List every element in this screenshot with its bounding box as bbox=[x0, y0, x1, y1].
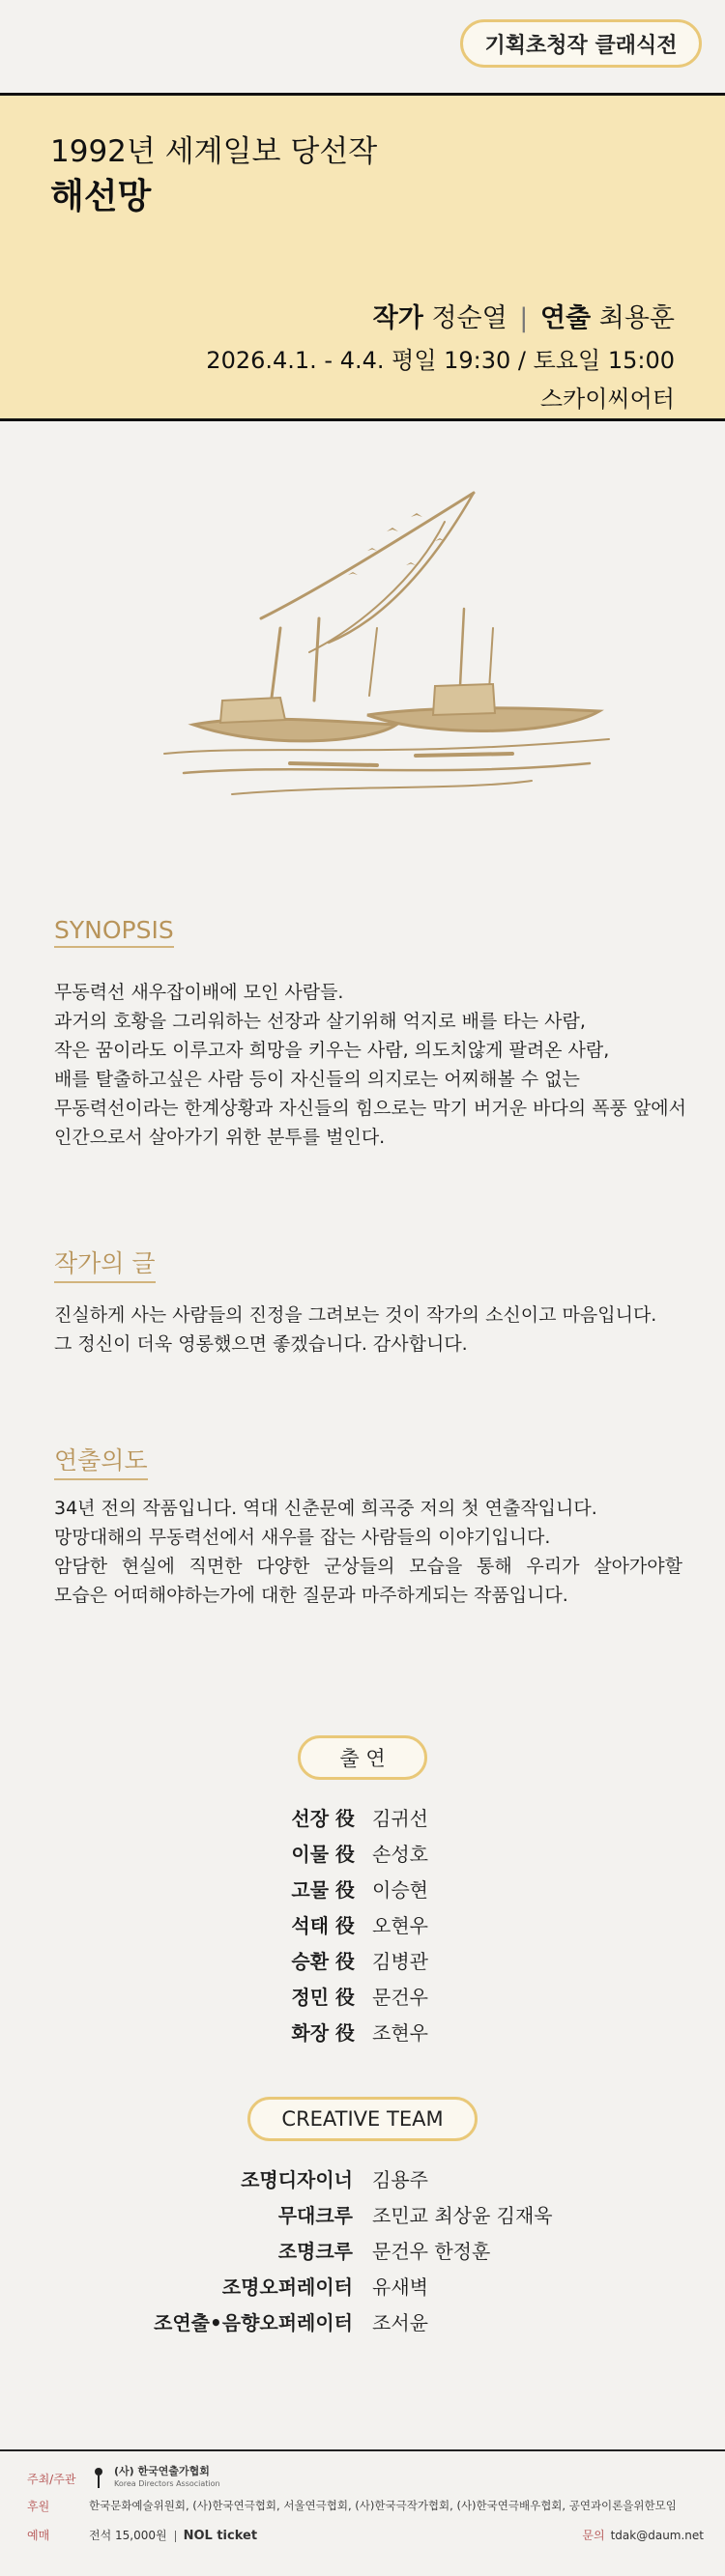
writer-note-heading: 작가의 글 bbox=[54, 1245, 156, 1283]
play-title: 해선망 bbox=[50, 177, 152, 216]
synopsis-line: 작은 꿈이라도 이루고자 희망을 키우는 사람, 의도치않게 팔려온 사람, bbox=[54, 1040, 610, 1061]
wave-3 bbox=[232, 781, 532, 794]
cast-role: 선장 役 bbox=[291, 1807, 355, 1830]
sponsor-list: 한국문화예술위원회, (사)한국연극협회, 서울연극협회, (사)한국극작가협회, (사)한국연극배우협회, 공연과이론을위한모임 bbox=[89, 2499, 677, 2512]
cast-name: 이승현 bbox=[372, 1878, 428, 1902]
cast-role: 승환 役 bbox=[291, 1950, 355, 1973]
cast-role: 화장 役 bbox=[291, 2021, 355, 2045]
writer-label: 작가 bbox=[372, 303, 423, 333]
synopsis-text bbox=[54, 978, 686, 1152]
director-note-line: 암담한 현실에 직면한 다양한 군상들의 모습을 통해 우리가 살아가야할 bbox=[54, 1556, 682, 1577]
team-role: 조명크루 bbox=[277, 2240, 353, 2263]
cast-role: 이물 役 bbox=[291, 1843, 355, 1866]
cast-heading: 출 연 bbox=[298, 1735, 427, 1780]
creative-team-heading: CREATIVE TEAM bbox=[247, 2097, 478, 2141]
synopsis-line: 인간으로서 살아가기 위한 분투를 벌인다. bbox=[54, 1127, 386, 1148]
host-org-en: Korea Directors Association bbox=[114, 2479, 220, 2488]
cast-name: 오현우 bbox=[372, 1914, 428, 1937]
ticket-price: 전석 15,000원 bbox=[89, 2529, 167, 2542]
credits-line bbox=[373, 297, 675, 334]
director-name: 최용훈 bbox=[598, 303, 675, 333]
synopsis-line: 과거의 호황을 그리워하는 선장과 살기위해 억지로 배를 타는 사람, bbox=[54, 1011, 586, 1032]
cabin-left bbox=[220, 698, 285, 723]
play-subtitle: 1992년 세계일보 당선작 bbox=[50, 134, 378, 169]
team-role: 조명오퍼레이터 bbox=[221, 2275, 353, 2299]
mast-1 bbox=[271, 628, 280, 705]
cabin-right bbox=[433, 684, 495, 715]
contact-info bbox=[582, 2527, 704, 2543]
cast-name: 손성호 bbox=[372, 1843, 428, 1866]
ticket-brand-link[interactable]: NOL ticket bbox=[183, 2529, 258, 2543]
team-name: 조서윤 bbox=[372, 2311, 428, 2334]
contact-email[interactable]: tdak@daum.net bbox=[610, 2529, 704, 2542]
writer-note-line: 진실하게 사는 사람들의 진정을 그려보는 것이 작가의 소신이고 마음입니다. bbox=[54, 1304, 657, 1326]
sail-line-1 bbox=[261, 493, 474, 618]
director-association-icon bbox=[89, 2466, 108, 2489]
team-row bbox=[0, 2307, 725, 2343]
team-row bbox=[0, 2200, 725, 2236]
cast-role: 석태 役 bbox=[291, 1914, 355, 1937]
cast-row bbox=[0, 1803, 725, 1839]
cast-name: 조현우 bbox=[372, 2021, 428, 2045]
director-note-line: 모습은 어떠해야하는가에 대한 질문과 마주하게되는 작품입니다. bbox=[54, 1585, 568, 1606]
credits-separator: | bbox=[519, 303, 529, 333]
cast-row bbox=[0, 1910, 725, 1946]
team-row bbox=[0, 2236, 725, 2272]
host-logo bbox=[89, 2465, 220, 2490]
team-name: 유새벽 bbox=[372, 2275, 428, 2299]
cast-row bbox=[0, 1946, 725, 1982]
cast-name: 김귀선 bbox=[372, 1807, 428, 1830]
cast-row bbox=[0, 2018, 725, 2053]
cast-row bbox=[0, 1982, 725, 2018]
wave-1 bbox=[164, 739, 609, 754]
director-note-line: 망망대해의 무동력선에서 새우를 잡는 사람들의 이야기입니다. bbox=[54, 1527, 551, 1548]
cast-name: 문건우 bbox=[372, 1986, 428, 2009]
hero-banner bbox=[0, 93, 725, 421]
host-label: 주최/주관 bbox=[27, 2473, 76, 2486]
synopsis-heading: SYNOPSIS bbox=[54, 916, 174, 948]
program-badge: 기획초청작 클래식전 bbox=[460, 19, 702, 68]
team-role: 조연출•음향오퍼레이터 bbox=[154, 2311, 353, 2334]
writer-name: 정순열 bbox=[431, 303, 508, 333]
synopsis-line: 무동력선 새우잡이배에 모인 사람들. bbox=[54, 982, 344, 1003]
writer-note-line: 그 정신이 더욱 영롱했으면 좋겠습니다. 감사합니다. bbox=[54, 1333, 468, 1355]
creative-team-list bbox=[0, 2164, 725, 2343]
team-name: 조민교 최상윤 김재욱 bbox=[372, 2204, 553, 2227]
cast-row bbox=[0, 1875, 725, 1910]
seagulls bbox=[348, 513, 445, 575]
cast-row bbox=[0, 1839, 725, 1875]
team-name: 문건우 한정훈 bbox=[372, 2240, 491, 2263]
team-role: 조명디자이너 bbox=[241, 2168, 353, 2191]
ticket-info bbox=[89, 2527, 257, 2543]
team-role: 무대크루 bbox=[277, 2204, 353, 2227]
venue: 스카이씨어터 bbox=[539, 386, 675, 413]
writer-note-text bbox=[54, 1301, 682, 1359]
fishing-boats-illustration bbox=[145, 483, 648, 802]
director-note-line: 34년 전의 작품입니다. 역대 신춘문예 희곡중 저의 첫 연출작입니다. bbox=[54, 1498, 597, 1519]
cast-role: 정민 役 bbox=[291, 1986, 355, 2009]
cast-role: 고물 役 bbox=[291, 1878, 355, 1902]
cast-name: 김병관 bbox=[372, 1950, 428, 1973]
mast-2 bbox=[314, 618, 319, 701]
team-row bbox=[0, 2272, 725, 2307]
footer bbox=[0, 2449, 725, 2576]
team-row bbox=[0, 2164, 725, 2200]
director-note-heading: 연출의도 bbox=[54, 1442, 148, 1480]
performance-dates: 2026.4.1. - 4.4. 평일 19:30 / 토요일 15:00 bbox=[206, 347, 675, 374]
director-label: 연출 bbox=[539, 303, 592, 333]
mast-3 bbox=[369, 628, 377, 696]
divider bbox=[175, 2531, 176, 2542]
contact-label: 문의 bbox=[582, 2529, 605, 2542]
host-org: (사) 한국연출가협회 bbox=[114, 2465, 210, 2477]
cast-list bbox=[0, 1803, 725, 2053]
team-name: 김용주 bbox=[372, 2168, 428, 2191]
sponsor-label: 후원 bbox=[27, 2500, 50, 2513]
wave-2 bbox=[184, 763, 590, 773]
synopsis-line: 무동력선이라는 한계상황과 자신들의 힘으로는 막기 버거운 바다의 폭풍 앞에서 bbox=[54, 1098, 686, 1119]
ticket-label: 예매 bbox=[27, 2529, 50, 2542]
synopsis-line: 배를 탈출하고싶은 사람 등이 자신들의 의지로는 어찌해볼 수 없는 bbox=[54, 1069, 580, 1090]
wave-4 bbox=[290, 754, 512, 765]
director-note-text bbox=[54, 1494, 682, 1610]
